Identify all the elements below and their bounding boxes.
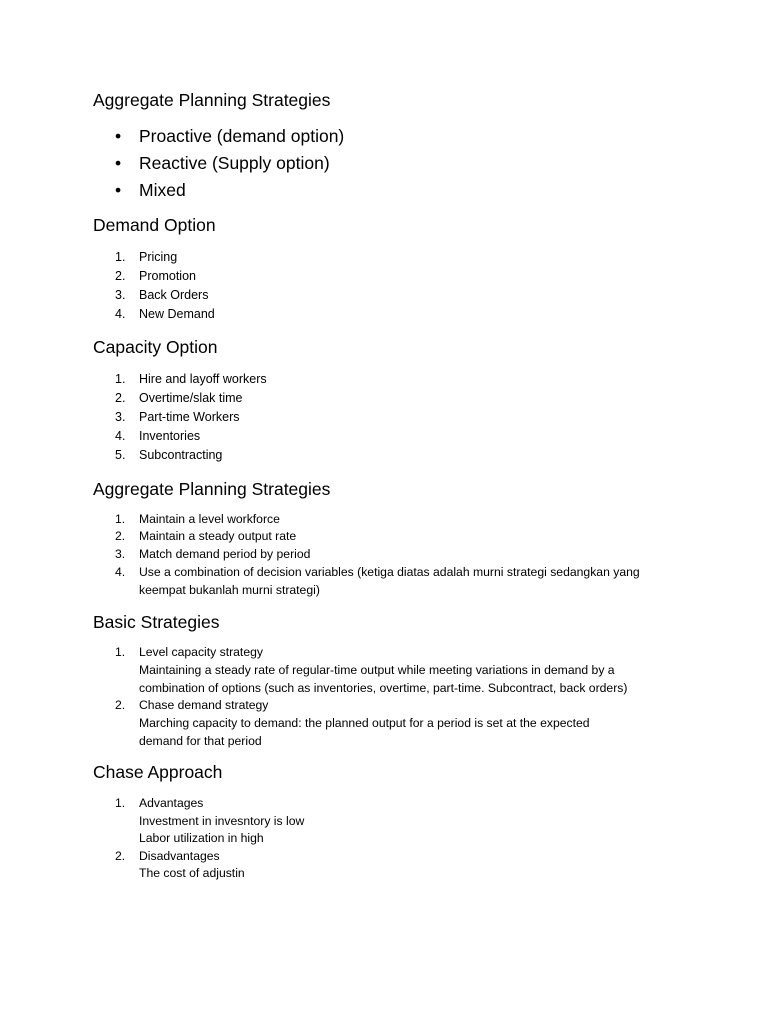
list-text: Chase demand strategy [139, 698, 269, 712]
list-number: 5. [115, 448, 126, 462]
list-number: 1. [115, 796, 126, 810]
heading-aggregate-planning-strategies: Aggregate Planning Strategies [93, 90, 331, 110]
list-item-description: The cost of adjustin [139, 866, 245, 880]
list-number: 4. [115, 429, 126, 443]
list-number: 1. [115, 512, 126, 526]
bullet-text: Mixed [139, 180, 186, 200]
bullet-marker: • [115, 126, 122, 146]
list-number: 3. [115, 547, 126, 561]
list-text: Maintain a steady output rate [139, 529, 297, 543]
list-number: 4. [115, 565, 126, 579]
list-text: Back Orders [139, 288, 209, 302]
list-item-description: Investment in invesntory is low [139, 814, 305, 828]
list-number: 2. [115, 698, 126, 712]
heading-aggregate-planning-strategies-2: Aggregate Planning Strategies [93, 479, 331, 499]
list-number: 1. [115, 372, 126, 386]
list-text: Overtime/slak time [139, 391, 243, 405]
bullet-marker: • [115, 180, 122, 200]
list-text: Hire and layoff workers [139, 372, 267, 386]
list-item-description: Marching capacity to demand: the planned output for a period is set at the expected [139, 716, 590, 730]
list-text: Promotion [139, 269, 196, 283]
bullet-text: Proactive (demand option) [139, 126, 345, 146]
list-number: 2. [115, 391, 126, 405]
list-number: 2. [115, 529, 126, 543]
list-number: 3. [115, 288, 126, 302]
heading-basic-strategies: Basic Strategies [93, 612, 220, 632]
list-item-description: Maintaining a steady rate of regular-time output while meeting variations in demand by a [139, 663, 615, 677]
list-item-continuation: keempat bukanlah murni strategi) [139, 583, 320, 597]
list-item-description: combination of options (such as inventories, overtime, part-time. Subcontract, back orders) [139, 681, 628, 695]
heading-demand-option: Demand Option [93, 215, 216, 235]
bullet-marker: • [115, 153, 122, 173]
list-text: Use a combination of decision variables (ketiga diatas adalah murni strategi sedangkan yang [139, 565, 640, 579]
list-number: 1. [115, 645, 126, 659]
list-text: New Demand [139, 307, 215, 321]
list-number: 3. [115, 410, 126, 424]
list-text: Part-time Workers [139, 410, 240, 424]
list-number: 2. [115, 269, 126, 283]
list-text: Disadvantages [139, 849, 220, 863]
list-number: 1. [115, 250, 126, 264]
list-number: 4. [115, 307, 126, 321]
list-item-description: demand for that period [139, 734, 262, 748]
list-item-description: Labor utilization in high [139, 831, 264, 845]
bullet-text: Reactive (Supply option) [139, 153, 330, 173]
list-text: Match demand period by period [139, 547, 311, 561]
list-text: Level capacity strategy [139, 645, 263, 659]
list-text: Pricing [139, 250, 178, 264]
list-text: Maintain a level workforce [139, 512, 280, 526]
list-text: Subcontracting [139, 448, 223, 462]
list-text: Inventories [139, 429, 201, 443]
list-number: 2. [115, 849, 126, 863]
list-text: Advantages [139, 796, 204, 810]
heading-capacity-option: Capacity Option [93, 337, 218, 357]
heading-chase-approach: Chase Approach [93, 762, 223, 782]
